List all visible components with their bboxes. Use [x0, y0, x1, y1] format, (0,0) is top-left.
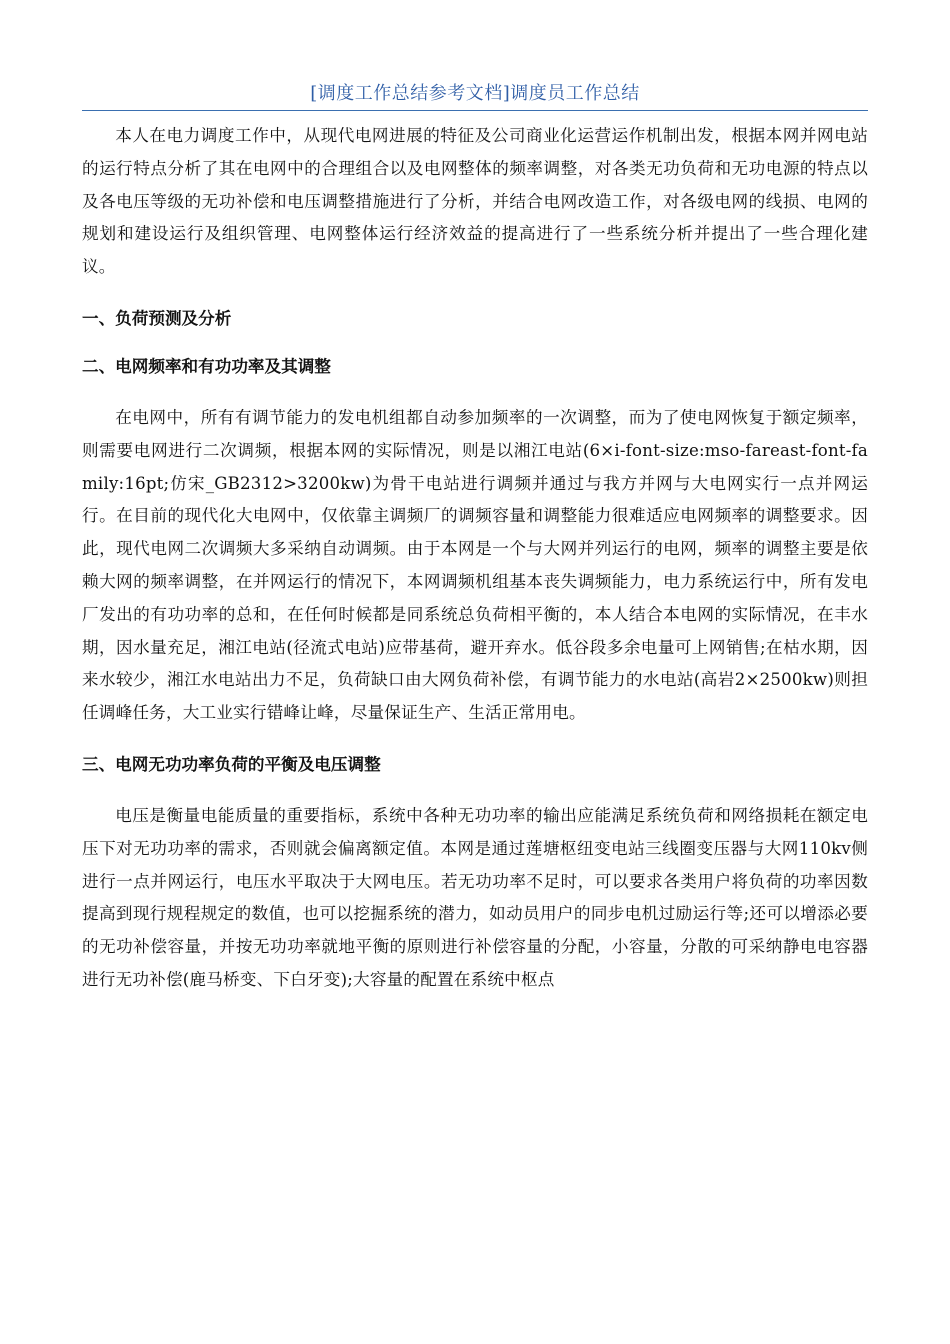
section-heading-load-forecast: 一、负荷预测及分析	[82, 307, 232, 328]
section-heading-reactive-power: 三、电网无功功率负荷的平衡及电压调整	[82, 753, 381, 774]
section3-paragraph: 电压是衡量电能质量的重要指标，系统中各种无功功率的输出应能满足系统负荷和网络损耗在额定电压下对无功功率的需求，否则就会偏离额定值。本网是通过莲塘枢纽变电站三线圈变压器与大网110kv侧进行一点并网运行，电压水平取决于大网电压。若无功功率不足时，可以要求各类用户将负荷的功率因数提高到现行规程规定的数值，也可以挖掘系统的潜力，如动员用户的同步电机过励运行等;还可以增添必要的无功补偿容量，并按无功功率就地平衡的原则进行补偿容量的分配，小容量，分散的可采纳静电电容器进行无功补偿(鹿马桥变、下白牙变);大容量的配置在系统中枢点	[82, 805, 868, 989]
document-body	[82, 120, 868, 997]
intro-paragraph: 本人在电力调度工作中，从现代电网进展的特征及公司商业化运营运作机制出发，根据本网并网电站的运行特点分析了其在电网中的合理组合以及电网整体的频率调整，对各类无功负荷和无功电源的特点以及各电压等级的无功补偿和电压调整措施进行了分析，并结合电网改造工作，对各级电网的线损、电网的规划和建设运行及组织管理、电网整体运行经济效益的提高进行了一些系统分析并提出了一些合理化建议。	[82, 126, 868, 277]
section2-paragraph: 在电网中，所有有调节能力的发电机组都自动参加频率的一次调整，而为了使电网恢复于额定频率，则需要电网进行二次调频，根据本网的实际情况，则是以湘江电站(6×i-font-size:mso-fareast-font-family:16pt;仿宋_GB2312>3200kw)为骨干电站进行调频并通过与我方并网与大电网实行一点并网运行。在目前的现代化大电网中，仅依靠主调频厂的调频容量和调整能力很难适应电网频率的调整要求。因此，现代电网二次调频大多采纳自动调频。由于本网是一个与大网并列运行的电网，频率的调整主要是依赖大网的频率调整，在并网运行的情况下，本网调频机组基本丧失调频能力，电力系统运行中，所有发电厂发出的有功功率的总和，在任何时候都是同系统总负荷相平衡的，本人结合本电网的实际情况，在丰水期，因水量充足，湘江电站(径流式电站)应带基荷，避开弃水。低谷段多余电量可上网销售;在枯水期，因来水较少，湘江水电站出力不足，负荷缺口由大网负荷补偿，有调节能力的水电站(高岩2×2500kw)则担任调峰任务，大工业实行错峰让峰，尽量保证生产、生活正常用电。	[82, 407, 868, 723]
section-heading-frequency: 二、电网频率和有功功率及其调整	[82, 355, 331, 376]
document-header-title: [调度工作总结参考文档]调度员工作总结	[82, 80, 868, 111]
